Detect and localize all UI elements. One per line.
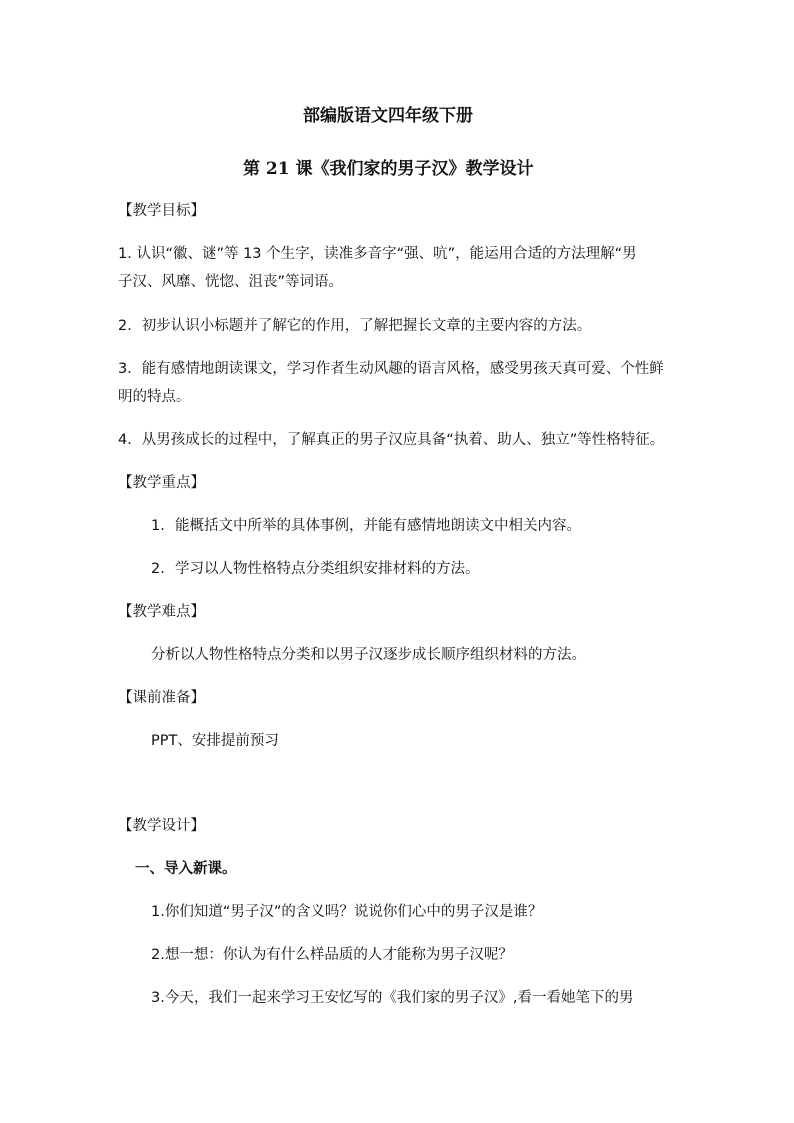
objective-4: 4．从男孩成长的过程中，了解真正的男子汉应具备“执着、助人、独立”等性格特征。 bbox=[118, 432, 665, 448]
preparation-heading: 【课前准备】 bbox=[118, 690, 205, 706]
objective-3-line-2: 明的特点。 bbox=[118, 389, 191, 405]
key-point-1-number: 1. bbox=[151, 518, 165, 534]
objective-2: 2．初步认识小标题并了解它的作用，了解把握长文章的主要内容的方法。 bbox=[118, 318, 592, 334]
objective-3-line-1: 3．能有感情地朗读课文，学习作者生动风趣的语言风格，感受男孩天真可爱、个性鲜 bbox=[118, 361, 664, 377]
difficulties-heading: 【教学难点】 bbox=[118, 604, 205, 620]
objectives-heading: 【教学目标】 bbox=[118, 203, 205, 219]
difficulties-text: 分析以人物性格特点分类和以男子汉逐步成长顺序组织材料的方法。 bbox=[151, 647, 586, 663]
document-subtitle: 第 21 课《我们家的男子汉》教学设计 bbox=[243, 159, 534, 179]
design-part-title: 一、导入新课。 bbox=[135, 861, 237, 877]
document-title: 部编版语文四年级下册 bbox=[303, 106, 473, 126]
key-point-1-text: 能概括文中所举的具体事例，并能有感情地朗读文中相关内容。 bbox=[175, 518, 581, 534]
design-item-1: 1.你们知道“男子汉”的含义吗？说说你们心中的男子汉是谁？ bbox=[151, 904, 543, 920]
key-point-2-text: 学习以人物性格特点分类组织安排材料的方法。 bbox=[175, 561, 480, 577]
key-point-2-number: 2. bbox=[151, 561, 165, 577]
design-item-2: 2.想一想：你认为有什么样品质的人才能称为男子汉呢？ bbox=[151, 947, 513, 963]
objective-1-line-1: 1. 认识“徽、谜”等 13 个生字，读准多音字“强、吭”，能运用合适的方法理解“男 bbox=[118, 246, 637, 262]
key-points-heading: 【教学重点】 bbox=[118, 475, 205, 491]
design-item-3: 3.今天，我们一起来学习王安忆写的《我们家的男子汉》,看一看她笔下的男 bbox=[151, 990, 634, 1006]
preparation-text: PPT、安排提前预习 bbox=[151, 733, 279, 749]
objective-1-line-2: 子汉、风靡、恍惚、沮丧”等词语。 bbox=[118, 274, 344, 290]
design-heading: 【教学设计】 bbox=[118, 818, 205, 834]
